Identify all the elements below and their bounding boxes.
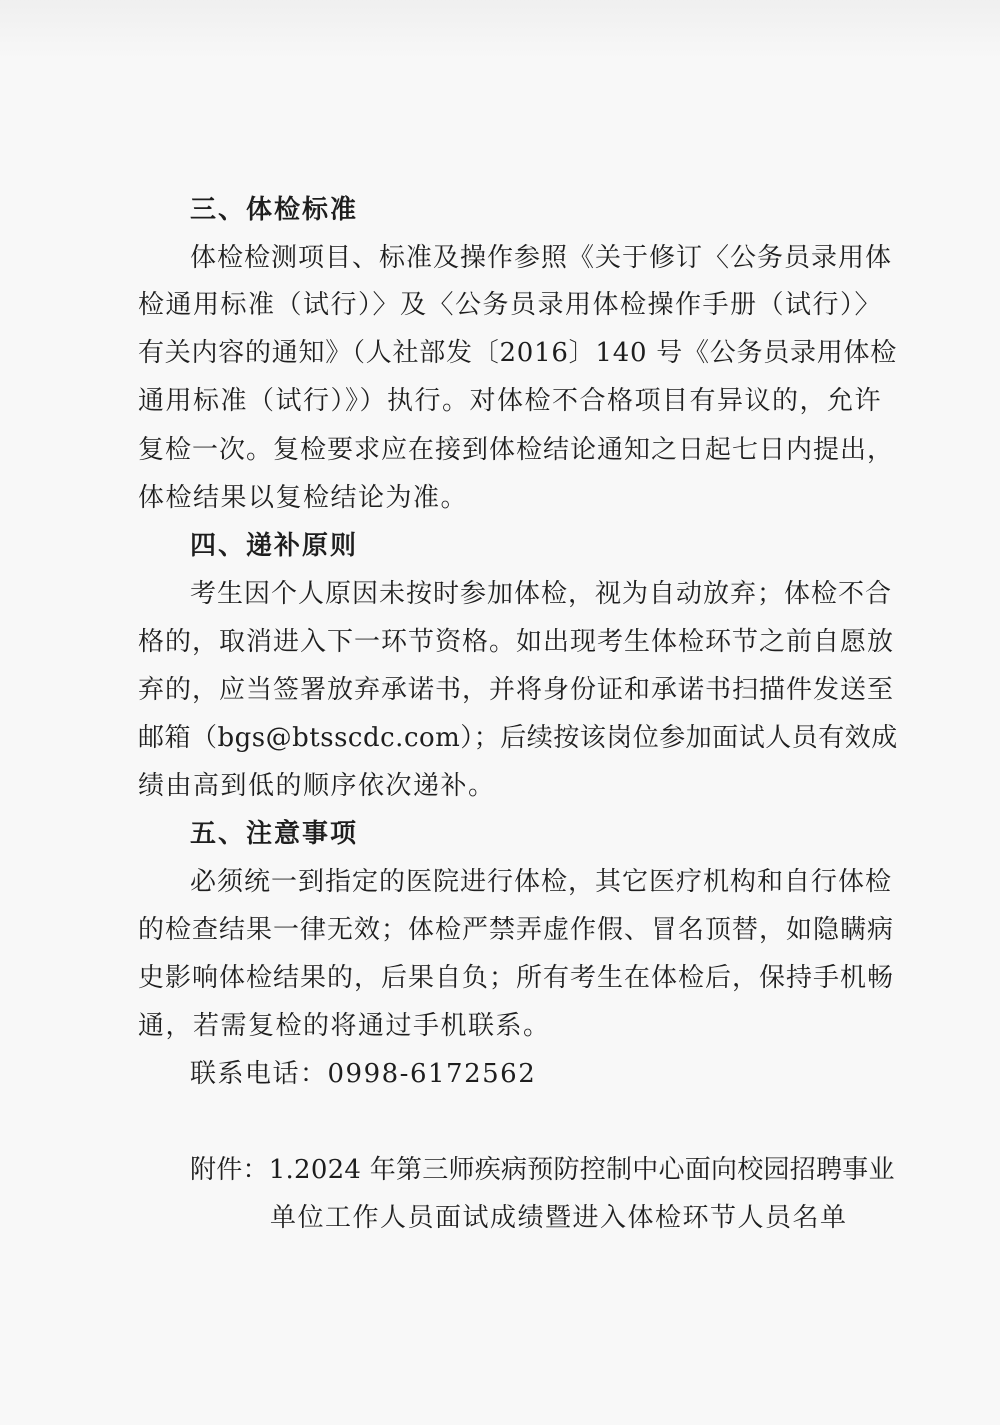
section5-line-4: 通，若需复检的将通过手机联系。 <box>138 1011 551 1041</box>
section5-line-1: 必须统一到指定的医院进行体检，其它医疗机构和自行体检 <box>190 867 893 897</box>
section5-line-2: 的检查结果一律无效；体检严禁弄虚作假、冒名顶替，如隐瞒病 <box>138 915 895 945</box>
section5-heading: 五、注意事项 <box>190 819 359 849</box>
section4-line-3: 弃的，应当签署放弃承诺书，并将身份证和承诺书扫描件发送至 <box>138 675 895 705</box>
section3-line-5: 复检一次。复检要求应在接到体检结论通知之日起七日内提出， <box>138 435 895 465</box>
section3-line-3: 有关内容的通知》（人社部发〔2016〕140 号《公务员录用体检 <box>138 338 898 368</box>
section5-line-3: 史影响体检结果的，后果自负；所有考生在体检后，保持手机畅 <box>138 963 895 993</box>
section3-heading: 三、体检标准 <box>190 195 359 225</box>
attachment-line-2: 单位工作人员面试成绩暨进入体检环节人员名单 <box>270 1203 848 1233</box>
section4-line-2: 格的，取消进入下一环节资格。如出现考生体检环节之前自愿放 <box>138 627 895 657</box>
section3-line-6: 体检结果以复检结论为准。 <box>138 483 469 513</box>
section4-line-1: 考生因个人原因未按时参加体检，视为自动放弃；体检不合 <box>190 579 893 609</box>
contact-phone: 联系电话：0998-6172562 <box>190 1059 537 1089</box>
section4-line-5: 绩由高到低的顺序依次递补。 <box>138 771 496 801</box>
section3-line-4: 通用标准（试行）》）执行。对体检不合格项目有异议的，允许 <box>138 386 883 416</box>
section3-line-2: 检通用标准（试行）〉及〈公务员录用体检操作手册（试行）〉 <box>138 290 883 320</box>
section3-line-1: 体检检测项目、标准及操作参照《关于修订〈公务员录用体 <box>190 243 893 273</box>
section4-heading: 四、递补原则 <box>190 531 359 561</box>
section4-line-4: 邮箱（bgs@btsscdc.com）；后续按该岗位参加面试人员有效成 <box>138 723 898 753</box>
attachment-line-1: 附件：1.2024 年第三师疾病预防控制中心面向校园招聘事业 <box>190 1155 895 1185</box>
scan-shadow <box>0 0 1000 60</box>
